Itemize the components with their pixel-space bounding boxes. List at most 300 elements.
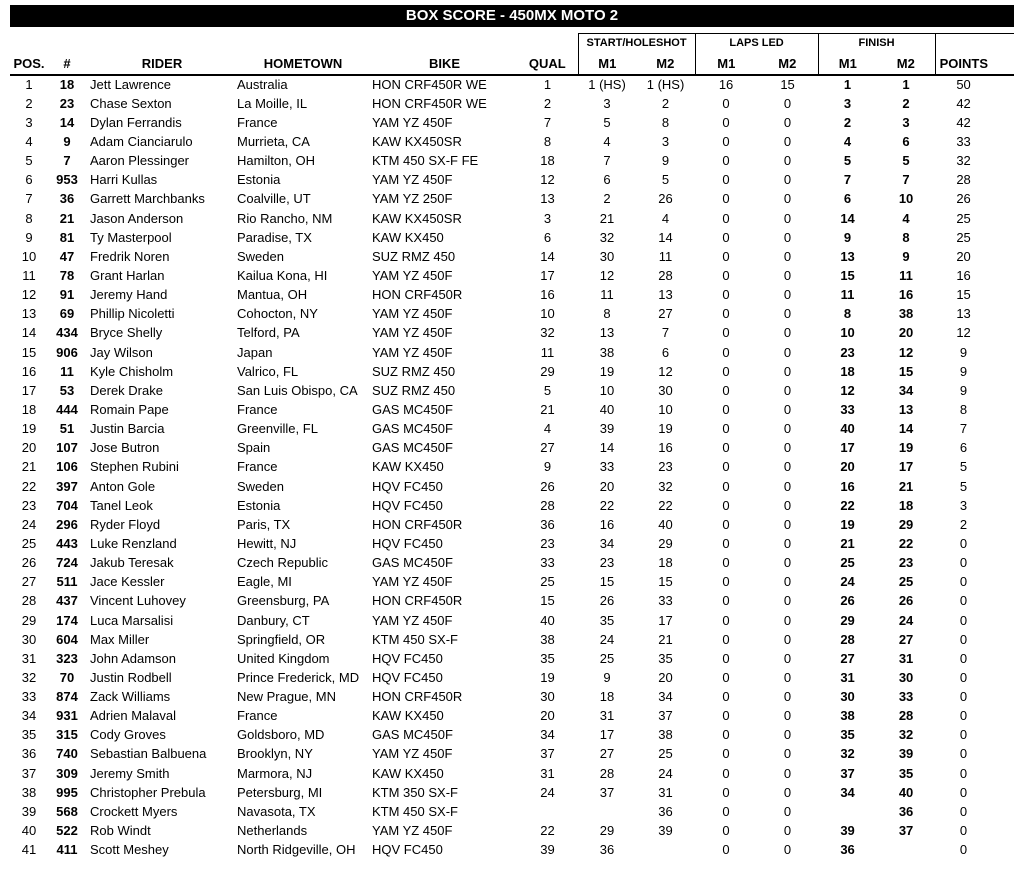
table-row [10,840,1014,859]
cell-hometown: Rio Rancho, NM [237,210,333,226]
cell-bike: GAS MC450F [372,401,453,417]
cell-finish-m1: 36 [840,842,855,858]
cell-points: 3 [959,497,968,513]
cell-laps-led-m2: 0 [783,133,792,149]
cell-bike: SUZ RMZ 450 [372,382,456,398]
cell-finish-m1: 21 [840,535,855,551]
cell-finish-m2: 20 [898,325,914,341]
cell-finish-m2: 1 [902,77,910,93]
cell-pos: 12 [21,287,37,303]
cell-bike: KAW KX450SR [372,210,462,226]
cell-laps-led-m1: 0 [722,823,730,839]
cell-finish-m2: 26 [898,593,914,609]
cell-number: 51 [59,421,75,437]
cell-number: 704 [56,497,78,513]
cell-hometown: Paris, TX [237,516,291,532]
table-row [10,553,1014,572]
table-row [10,189,1014,208]
cell-laps-led-m2: 0 [783,306,792,322]
cell-qual: 25 [540,574,555,590]
cell-qual: 14 [540,248,555,264]
cell-finish-m1: 32 [840,746,855,762]
cell-number: 444 [56,401,78,417]
cell-start-m1: 34 [599,535,615,551]
cell-finish-m1: 19 [840,516,855,532]
cell-finish-m2: 16 [898,287,914,303]
cell-points: 20 [956,248,971,264]
cell-start-m1: 29 [599,823,615,839]
cell-number: 106 [56,459,78,475]
cell-pos: 26 [21,555,37,571]
cell-rider-name: Max Miller [90,631,150,647]
cell-number: 14 [59,114,75,130]
cell-number: 36 [59,191,75,207]
cell-start-m1: 38 [599,344,615,360]
cell-pos: 17 [21,382,37,398]
cell-rider-name: Luca Marsalisi [90,612,174,628]
cell-bike: HON CRF450R [372,516,463,532]
cell-points: 0 [959,555,968,571]
table-row [10,419,1014,438]
cell-rider-name: Garrett Marchbanks [90,191,205,207]
cell-start-m1: 28 [599,765,615,781]
table-row [10,802,1014,821]
cell-pos: 9 [25,229,33,245]
cell-finish-m2: 33 [898,689,914,705]
cell-laps-led-m1: 0 [722,133,730,149]
cell-hometown: New Prague, MN [237,689,336,705]
cell-points: 28 [956,172,971,188]
cell-hometown: Brooklyn, NY [237,746,313,762]
cell-number: 81 [59,229,75,245]
col-header-qual: QUAL [517,53,578,75]
cell-number: 397 [56,478,78,494]
cell-finish-m1: 26 [840,593,855,609]
cell-finish-m2: 7 [902,172,910,188]
cell-start-m1: 3 [603,95,611,111]
cell-laps-led-m2: 0 [783,727,792,743]
cell-qual: 11 [540,344,555,360]
cell-pos: 38 [21,784,37,800]
cell-rider-name: Cody Groves [90,727,166,743]
col-header-hometown: HOMETOWN [234,53,369,75]
table-row [10,323,1014,342]
cell-qual: 3 [543,210,552,226]
cell-points: 25 [956,229,971,245]
cell-bike: GAS MC450F [372,440,453,456]
cell-finish-m2: 32 [898,727,914,743]
cell-finish-m2 [877,840,935,859]
cell-rider-name: Fredrik Noren [90,248,170,264]
cell-start-m1: 2 [603,191,611,207]
cell-points: 9 [959,382,968,398]
cell-qual: 20 [540,708,555,724]
cell-qual: 24 [540,784,555,800]
cell-laps-led-m1: 0 [722,114,730,130]
cell-points: 5 [959,478,968,494]
cell-qual: 23 [540,535,555,551]
cell-start-m2: 28 [658,267,673,283]
cell-finish-m2: 40 [898,784,914,800]
cell-laps-led-m2: 0 [783,459,792,475]
cell-laps-led-m1: 0 [722,229,730,245]
cell-qual: 33 [540,555,555,571]
cell-number: 874 [56,689,78,705]
cell-points: 25 [956,210,971,226]
cell-number: 21 [59,210,75,226]
cell-finish-m1: 38 [840,708,855,724]
cell-hometown: Hewitt, NJ [237,535,297,551]
cell-rider-name: Sebastian Balbuena [90,746,207,762]
table-row [10,572,1014,591]
cell-laps-led-m2: 0 [783,401,792,417]
cell-laps-led-m1: 0 [722,746,730,762]
cell-points: 33 [956,133,971,149]
cell-pos: 39 [21,803,37,819]
cell-rider-name: Adrien Malaval [90,708,176,724]
cell-laps-led-m2: 0 [783,650,792,666]
cell-qual: 40 [540,612,555,628]
cell-number: 7 [63,153,71,169]
cell-start-m2: 19 [658,421,673,437]
cell-finish-m1: 14 [840,210,855,226]
cell-finish-m2: 39 [898,746,914,762]
cell-pos: 29 [21,612,37,628]
cell-start-m2: 14 [658,229,673,245]
cell-laps-led-m1: 0 [722,593,730,609]
table-header [10,34,1014,75]
col-header-number: # [48,53,86,75]
cell-rider-name: Zack Williams [90,689,171,705]
cell-qual: 12 [540,172,555,188]
cell-finish-m1: 35 [840,727,855,743]
cell-finish-m1: 1 [843,77,852,93]
group-header-row [10,34,1014,53]
cell-laps-led-m2: 0 [783,153,792,169]
cell-finish-m2: 18 [898,497,914,513]
cell-laps-led-m2: 0 [783,593,792,609]
cell-finish-m1: 27 [840,650,855,666]
cell-finish-m1: 37 [840,765,855,781]
cell-laps-led-m1: 0 [722,440,730,456]
cell-points: 16 [956,267,971,283]
table-row [10,170,1014,189]
cell-pos: 41 [21,842,37,858]
cell-pos: 36 [21,746,37,762]
cell-finish-m2: 29 [898,516,914,532]
column-header-row [10,53,1014,75]
cell-qual: 36 [540,516,555,532]
cell-number: 47 [59,248,75,264]
cell-laps-led-m2: 0 [783,95,792,111]
cell-pos: 27 [21,574,37,590]
cell-finish-m1: 31 [840,669,855,685]
table-row [10,400,1014,419]
cell-points: 0 [959,708,968,724]
cell-laps-led-m2: 0 [783,612,792,628]
cell-hometown: Estonia [237,172,281,188]
cell-hometown: Greenville, FL [237,421,318,437]
cell-laps-led-m1: 16 [718,77,734,93]
cell-start-m2: 1 (HS) [646,77,685,93]
cell-start-m2: 24 [658,765,673,781]
col-header-finish-m1: M1 [818,53,877,75]
col-header-finish-m2: M2 [877,53,935,75]
cell-pos: 15 [21,344,37,360]
cell-rider-name: Bryce Shelly [90,325,163,341]
cell-start-m1: 20 [599,478,615,494]
cell-start-m2: 36 [658,803,673,819]
cell-bike: YAM YZ 250F [372,191,453,207]
cell-start-m2: 15 [658,574,673,590]
cell-laps-led-m1: 0 [722,650,730,666]
cell-pos: 35 [21,727,37,743]
cell-pos: 5 [25,153,33,169]
cell-number: 70 [59,669,75,685]
cell-pos: 1 [25,77,33,93]
cell-hometown: Springfield, OR [237,631,326,647]
cell-pos: 31 [21,650,37,666]
cell-qual: 39 [540,842,555,858]
cell-laps-led-m1: 0 [722,555,730,571]
cell-laps-led-m1: 0 [722,421,730,437]
cell-hometown: Navasota, TX [237,803,316,819]
table-row [10,591,1014,610]
cell-pos: 19 [21,421,37,437]
cell-pos: 22 [21,478,37,494]
table-row [10,362,1014,381]
cell-laps-led-m2: 0 [783,784,792,800]
cell-number: 107 [56,440,78,456]
cell-points: 0 [959,842,968,858]
cell-qual: 5 [543,382,552,398]
group-header-points-spacer [935,34,1014,53]
cell-laps-led-m1: 0 [722,459,730,475]
cell-pos: 8 [25,210,33,226]
cell-finish-m2: 27 [898,631,914,647]
cell-finish-m1: 4 [843,133,852,149]
table-row [10,381,1014,400]
cell-rider-name: Justin Rodbell [90,669,172,685]
cell-points: 0 [959,784,968,800]
cell-laps-led-m1: 0 [722,535,730,551]
cell-rider-name: Jay Wilson [90,344,153,360]
cell-bike: KAW KX450 [372,459,444,475]
cell-points: 0 [959,593,968,609]
cell-laps-led-m2: 0 [783,191,792,207]
cell-finish-m2: 12 [898,344,914,360]
cell-start-m1: 39 [599,421,615,437]
cell-number: 724 [56,555,78,571]
cell-start-m2: 40 [658,516,673,532]
cell-pos: 6 [25,172,33,188]
cell-qual: 32 [540,325,555,341]
cell-finish-m1: 7 [843,172,852,188]
cell-hometown: Valrico, FL [237,363,299,379]
cell-start-m2: 17 [658,612,673,628]
cell-number: 23 [59,95,75,111]
cell-start-m2: 8 [661,114,670,130]
cell-hometown: Marmora, NJ [237,765,313,781]
cell-rider-name: Vincent Luhovey [90,593,186,609]
cell-laps-led-m2: 0 [783,248,792,264]
cell-points: 32 [956,153,971,169]
cell-qual: 4 [543,421,552,437]
cell-rider-name: Stephen Rubini [90,459,179,475]
cell-number: 11 [60,363,74,379]
cell-laps-led-m2: 0 [783,229,792,245]
cell-number: 995 [56,784,78,800]
cell-start-m2: 32 [658,478,673,494]
cell-qual: 2 [543,95,552,111]
cell-hometown: Coalville, UT [237,191,311,207]
cell-points: 15 [956,287,971,303]
cell-points: 0 [959,689,968,705]
cell-start-m2: 11 [658,248,673,264]
cell-points: 0 [959,746,968,762]
cell-finish-m2: 35 [898,765,914,781]
cell-laps-led-m1: 0 [722,153,730,169]
cell-laps-led-m2: 0 [783,765,792,781]
table-body [10,75,1014,860]
cell-laps-led-m2: 0 [783,746,792,762]
cell-start-m2: 10 [658,401,673,417]
cell-start-m1: 22 [599,497,615,513]
cell-laps-led-m1: 0 [722,708,730,724]
cell-start-m1: 37 [599,784,615,800]
cell-start-m1: 27 [599,746,615,762]
cell-start-m2: 13 [658,287,673,303]
cell-pos: 3 [25,114,33,130]
cell-laps-led-m1: 0 [722,612,730,628]
page-title: BOX SCORE - 450MX MOTO 2 [10,5,1014,27]
cell-laps-led-m1: 0 [722,325,730,341]
cell-finish-m1: 11 [840,287,855,303]
cell-laps-led-m1: 0 [722,631,730,647]
cell-laps-led-m1: 0 [722,267,730,283]
cell-hometown: France [237,114,278,130]
cell-start-m1: 13 [599,325,615,341]
cell-start-m2: 39 [658,823,673,839]
cell-laps-led-m1: 0 [722,727,730,743]
cell-bike: GAS MC450F [372,555,453,571]
cell-bike: KTM 450 SX-F [372,631,458,647]
cell-rider-name: Grant Harlan [90,267,165,283]
cell-bike: YAM YZ 450F [372,344,453,360]
cell-number: 604 [56,631,78,647]
cell-bike: KAW KX450 [372,229,444,245]
cell-finish-m1: 40 [840,421,855,437]
cell-points: 0 [959,669,968,685]
cell-pos: 2 [25,95,33,111]
cell-finish-m2: 15 [898,363,914,379]
cell-hometown: Spain [237,440,271,456]
col-header-points: POINTS [935,53,1014,75]
cell-start-m2: 20 [658,669,673,685]
cell-finish-m1: 39 [840,823,855,839]
cell-laps-led-m1: 0 [722,478,730,494]
cell-number: 9 [63,133,71,149]
cell-start-m1: 26 [599,593,615,609]
cell-bike: HON CRF450R WE [372,95,487,111]
cell-pos: 40 [21,823,37,839]
table-row [10,247,1014,266]
cell-pos: 24 [21,516,37,532]
cell-start-m1: 10 [599,382,615,398]
cell-start-m1: 36 [599,842,615,858]
cell-laps-led-m1: 0 [722,95,730,111]
cell-laps-led-m1: 0 [722,401,730,417]
cell-rider-name: Jose Butron [90,440,160,456]
cell-hometown: Mantua, OH [237,287,308,303]
cell-finish-m2: 19 [898,440,914,456]
cell-qual: 28 [540,497,555,513]
cell-qual: 10 [540,306,555,322]
cell-pos: 7 [25,191,33,207]
cell-pos: 25 [21,535,37,551]
cell-rider-name: John Adamson [90,650,177,666]
cell-laps-led-m2: 0 [783,478,792,494]
cell-qual: 19 [540,669,555,685]
cell-start-m1: 24 [599,631,615,647]
cell-finish-m1: 25 [840,555,855,571]
cell-finish-m2: 3 [902,114,910,130]
table-row [10,113,1014,132]
cell-laps-led-m1: 0 [722,784,730,800]
cell-start-m1: 14 [599,440,615,456]
cell-finish-m2: 28 [898,708,914,724]
cell-finish-m1: 3 [843,95,852,111]
cell-bike: HON CRF450R WE [372,77,487,93]
cell-start-m1: 40 [599,401,615,417]
cell-points: 0 [959,823,968,839]
cell-finish-m2: 2 [902,95,910,111]
cell-finish-m2: 14 [898,421,914,437]
cell-points: 0 [959,803,968,819]
cell-laps-led-m2: 0 [783,172,792,188]
cell-rider-name: Anton Gole [90,478,156,494]
cell-start-m2: 29 [658,535,673,551]
col-header-start-m2: M2 [636,53,695,75]
cell-start-m1: 30 [599,248,615,264]
cell-bike: GAS MC450F [372,727,453,743]
cell-finish-m2: 10 [898,191,914,207]
cell-number: 53 [59,382,75,398]
cell-number: 91 [59,287,75,303]
cell-finish-m1: 10 [840,325,855,341]
cell-points: 0 [959,535,968,551]
cell-pos: 13 [21,306,37,322]
cell-start-m2: 18 [658,555,673,571]
cell-qual: 15 [540,593,555,609]
cell-laps-led-m2: 0 [783,631,792,647]
cell-hometown: Netherlands [237,823,308,839]
table-row [10,764,1014,783]
cell-rider-name: Derek Drake [90,382,163,398]
cell-number: 323 [56,650,78,666]
cell-rider-name: Ryder Floyd [90,516,161,532]
cell-number: 953 [56,172,78,188]
cell-pos: 18 [21,401,37,417]
cell-bike: HQV FC450 [372,478,443,494]
cell-bike: YAM YZ 450F [372,823,453,839]
cell-laps-led-m2: 0 [783,363,792,379]
table-row [10,687,1014,706]
cell-start-m2: 12 [658,363,673,379]
cell-number: 78 [59,267,75,283]
cell-start-m1: 11 [600,287,614,303]
cell-finish-m1: 22 [840,497,855,513]
